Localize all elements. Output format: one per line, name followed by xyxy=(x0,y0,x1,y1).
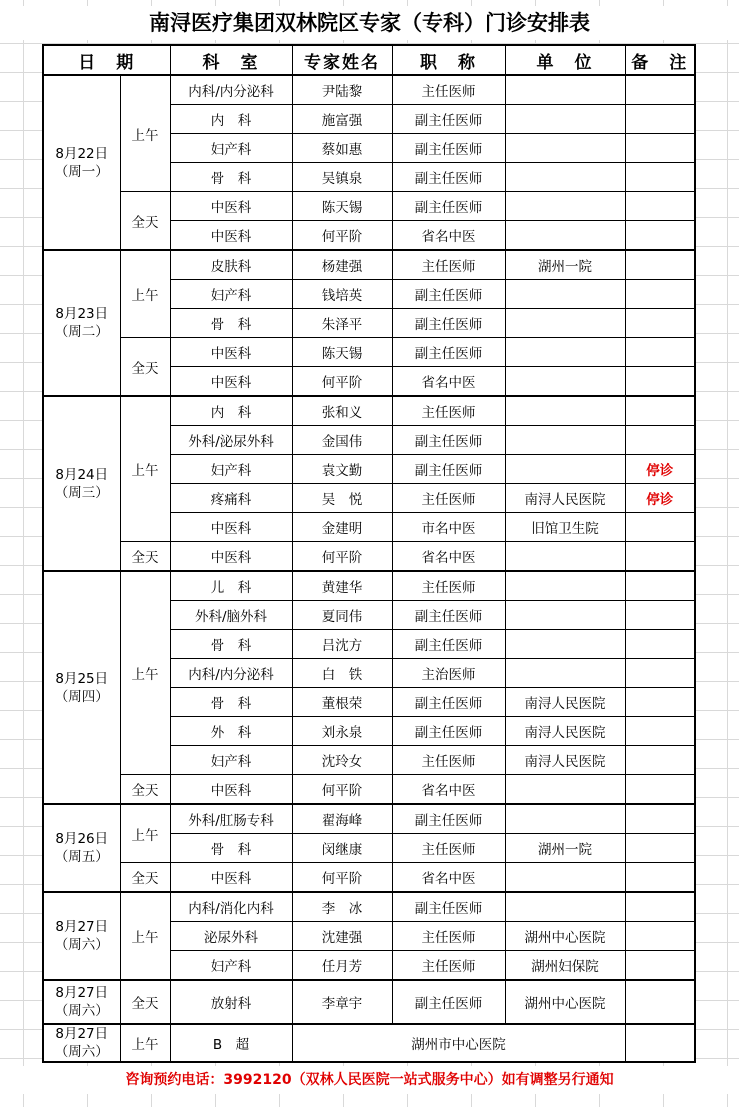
title-cell: 市名中医 xyxy=(392,513,505,542)
note-cell xyxy=(625,513,695,542)
date-cell xyxy=(43,75,120,250)
note-cell xyxy=(625,630,695,659)
expert-name-cell: 杨建强 xyxy=(292,250,392,280)
unit-cell: 南浔人民医院 xyxy=(505,746,625,775)
expert-name-cell: 沈建强 xyxy=(292,922,392,951)
title-cell: 主任医师 xyxy=(392,250,505,280)
period-cell: 全天 xyxy=(120,863,170,893)
note-cell xyxy=(625,75,695,105)
note-cell xyxy=(625,688,695,717)
note-cell xyxy=(625,659,695,688)
department-cell: 中医科 xyxy=(170,221,292,251)
unit-cell xyxy=(505,280,625,309)
unit-cell xyxy=(505,105,625,134)
department-cell: 外科/泌尿外科 xyxy=(170,426,292,455)
unit-cell: 南浔人民医院 xyxy=(505,688,625,717)
title-cell: 副主任医师 xyxy=(392,134,505,163)
table-row xyxy=(43,250,695,280)
unit-cell xyxy=(505,396,625,426)
weekday-text: （周一） xyxy=(54,163,109,180)
department-cell: 内 科 xyxy=(170,105,292,134)
expert-name-cell: 董根荣 xyxy=(292,688,392,717)
contact-footer: 咨询预约电话：3992120（双林人民医院一站式服务中心）如有调整另行通知 xyxy=(0,1066,739,1094)
title-cell: 副主任医师 xyxy=(392,338,505,367)
title-cell: 主任医师 xyxy=(392,571,505,601)
title-cell: 主任医师 xyxy=(392,951,505,981)
title-cell: 主任医师 xyxy=(392,396,505,426)
table-row xyxy=(43,804,695,834)
expert-name-cell: 金建明 xyxy=(292,513,392,542)
note-cell xyxy=(625,892,695,922)
title-cell: 省名中医 xyxy=(392,542,505,572)
note-cell xyxy=(625,105,695,134)
period-cell: 上午 xyxy=(120,250,170,338)
title-cell: 副主任医师 xyxy=(392,601,505,630)
department-cell: 妇产科 xyxy=(170,951,292,981)
date-cell xyxy=(43,396,120,571)
period-cell: 上午 xyxy=(120,571,170,775)
unit-cell xyxy=(505,892,625,922)
department-cell: 骨 科 xyxy=(170,630,292,659)
department-cell: 中医科 xyxy=(170,775,292,805)
department-cell: 中医科 xyxy=(170,542,292,572)
date-text: 8月27日 xyxy=(55,919,109,935)
department-cell: 外科/肛肠专科 xyxy=(170,804,292,834)
unit-cell xyxy=(505,542,625,572)
note-cell xyxy=(625,192,695,221)
note-cell xyxy=(625,804,695,834)
title-cell: 副主任医师 xyxy=(392,163,505,192)
table-row xyxy=(43,980,695,1024)
table-row xyxy=(43,775,695,805)
note-cell xyxy=(625,309,695,338)
expert-name-cell: 钱培英 xyxy=(292,280,392,309)
expert-name-cell: 陈天锡 xyxy=(292,192,392,221)
department-cell: 内科/内分泌科 xyxy=(170,659,292,688)
department-cell: 外科/脑外科 xyxy=(170,601,292,630)
expert-name-cell: 白 铁 xyxy=(292,659,392,688)
title-cell: 主治医师 xyxy=(392,659,505,688)
date-text: 8月24日 xyxy=(55,466,109,483)
expert-name-cell: 吕沈方 xyxy=(292,630,392,659)
title-cell: 主任医师 xyxy=(392,834,505,863)
header-department: 科 室 xyxy=(170,45,292,75)
unit-cell xyxy=(505,426,625,455)
note-cell xyxy=(625,951,695,981)
table-row xyxy=(43,863,695,893)
department-cell: 疼痛科 xyxy=(170,484,292,513)
unit-cell xyxy=(505,192,625,221)
department-cell: 妇产科 xyxy=(170,746,292,775)
unit-cell xyxy=(505,134,625,163)
weekday-text: （周五） xyxy=(54,849,109,865)
table-row xyxy=(43,338,695,367)
period-cell: 全天 xyxy=(120,542,170,572)
unit-cell xyxy=(505,163,625,192)
title-cell: 副主任医师 xyxy=(392,980,505,1024)
title-cell: 副主任医师 xyxy=(392,630,505,659)
header-unit: 单 位 xyxy=(505,45,625,75)
note-cell xyxy=(625,367,695,397)
title-cell: 副主任医师 xyxy=(392,892,505,922)
title-cell: 主任医师 xyxy=(392,75,505,105)
weekday-text: （周二） xyxy=(54,324,109,340)
table-row xyxy=(43,542,695,572)
expert-name-cell: 任月芳 xyxy=(292,951,392,981)
period-cell: 全天 xyxy=(120,775,170,805)
department-cell: B 超 xyxy=(170,1024,292,1062)
weekday-text: （周三） xyxy=(54,484,109,501)
note-cell xyxy=(625,863,695,893)
header-note: 备 注 xyxy=(625,45,695,75)
expert-name-cell: 刘永泉 xyxy=(292,717,392,746)
expert-name-cell: 吴 悦 xyxy=(292,484,392,513)
weekday-text: （周六） xyxy=(54,1003,109,1019)
department-cell: 骨 科 xyxy=(170,688,292,717)
note-cell xyxy=(625,134,695,163)
expert-name-cell: 夏同伟 xyxy=(292,601,392,630)
header-expert-name: 专家姓名 xyxy=(292,45,392,75)
date-cell xyxy=(43,804,120,892)
table-row xyxy=(43,571,695,601)
department-cell: 妇产科 xyxy=(170,134,292,163)
title-cell: 副主任医师 xyxy=(392,280,505,309)
period-cell: 全天 xyxy=(120,338,170,397)
unit-cell xyxy=(505,775,625,805)
title-cell: 副主任医师 xyxy=(392,309,505,338)
period-cell: 全天 xyxy=(120,192,170,251)
expert-name-cell: 吴镇泉 xyxy=(292,163,392,192)
expert-name-cell: 李 冰 xyxy=(292,892,392,922)
date-cell xyxy=(43,1024,120,1062)
expert-name-cell: 蔡如惠 xyxy=(292,134,392,163)
period-cell: 上午 xyxy=(120,804,170,863)
table-row xyxy=(43,1024,695,1062)
unit-cell: 旧馆卫生院 xyxy=(505,513,625,542)
title-cell: 主任医师 xyxy=(392,484,505,513)
expert-name-cell: 黄建华 xyxy=(292,571,392,601)
date-text: 8月27日 xyxy=(55,1026,109,1042)
expert-name-cell: 何平阶 xyxy=(292,775,392,805)
title-cell: 副主任医师 xyxy=(392,804,505,834)
department-cell: 妇产科 xyxy=(170,280,292,309)
expert-name-cell: 翟海峰 xyxy=(292,804,392,834)
note-cell xyxy=(625,834,695,863)
date-text: 8月25日 xyxy=(55,670,109,687)
note-cell xyxy=(625,775,695,805)
note-cell xyxy=(625,746,695,775)
period-cell: 上午 xyxy=(120,892,170,980)
expert-name-cell: 李章宇 xyxy=(292,980,392,1024)
unit-cell: 湖州妇保院 xyxy=(505,951,625,981)
schedule-body xyxy=(43,75,695,1062)
unit-cell xyxy=(505,804,625,834)
title-cell: 副主任医师 xyxy=(392,105,505,134)
title-cell: 省名中医 xyxy=(392,221,505,251)
note-cell xyxy=(625,1024,695,1062)
date-cell xyxy=(43,892,120,980)
unit-cell xyxy=(505,455,625,484)
department-cell: 骨 科 xyxy=(170,163,292,192)
title-cell: 省名中医 xyxy=(392,863,505,893)
note-cell xyxy=(625,601,695,630)
note-cell xyxy=(625,250,695,280)
unit-cell xyxy=(505,309,625,338)
date-text: 8月23日 xyxy=(55,306,109,322)
department-cell: 骨 科 xyxy=(170,309,292,338)
expert-name-cell: 陈天锡 xyxy=(292,338,392,367)
department-cell: 中医科 xyxy=(170,863,292,893)
unit-cell: 南浔人民医院 xyxy=(505,484,625,513)
period-cell: 上午 xyxy=(120,1024,170,1062)
weekday-text: （周六） xyxy=(54,1044,109,1060)
expert-name-cell: 袁文勤 xyxy=(292,455,392,484)
page-title: 南浔医疗集团双林院区专家（专科）门诊安排表 xyxy=(0,6,739,40)
note-cell xyxy=(625,922,695,951)
table-row xyxy=(43,192,695,221)
department-cell: 中医科 xyxy=(170,192,292,221)
department-cell: 皮肤科 xyxy=(170,250,292,280)
expert-name-cell: 闵继康 xyxy=(292,834,392,863)
expert-name-cell: 沈玲女 xyxy=(292,746,392,775)
note-cell xyxy=(625,396,695,426)
unit-cell xyxy=(505,630,625,659)
expert-name-cell: 何平阶 xyxy=(292,367,392,397)
weekday-text: （周六） xyxy=(54,937,109,953)
unit-cell: 湖州一院 xyxy=(505,834,625,863)
unit-cell xyxy=(505,338,625,367)
period-cell: 上午 xyxy=(120,75,170,192)
expert-name-cell: 施富强 xyxy=(292,105,392,134)
department-cell: 外 科 xyxy=(170,717,292,746)
date-cell xyxy=(43,250,120,396)
unit-cell: 湖州中心医院 xyxy=(505,980,625,1024)
header-date: 日 期 xyxy=(43,45,170,75)
department-cell: 儿 科 xyxy=(170,571,292,601)
note-cell: 停诊 xyxy=(625,455,695,484)
department-cell: 中医科 xyxy=(170,513,292,542)
note-cell xyxy=(625,221,695,251)
unit-cell xyxy=(505,571,625,601)
title-cell: 副主任医师 xyxy=(392,192,505,221)
unit-cell: 湖州一院 xyxy=(505,250,625,280)
date-cell xyxy=(43,980,120,1024)
expert-name-cell: 何平阶 xyxy=(292,542,392,572)
weekday-text: （周四） xyxy=(54,688,109,705)
department-cell: 内科/内分泌科 xyxy=(170,75,292,105)
period-cell: 全天 xyxy=(120,980,170,1024)
schedule-table xyxy=(42,44,696,1063)
expert-name-cell: 金国伟 xyxy=(292,426,392,455)
expert-name-cell: 张和义 xyxy=(292,396,392,426)
note-cell xyxy=(625,280,695,309)
department-cell: 中医科 xyxy=(170,338,292,367)
department-cell: 泌尿外科 xyxy=(170,922,292,951)
expert-name-cell: 何平阶 xyxy=(292,863,392,893)
department-cell: 内科/消化内科 xyxy=(170,892,292,922)
date-cell xyxy=(43,571,120,804)
title-cell: 副主任医师 xyxy=(392,426,505,455)
date-text: 8月22日 xyxy=(55,145,109,162)
unit-cell xyxy=(505,659,625,688)
unit-cell xyxy=(505,367,625,397)
title-cell: 副主任医师 xyxy=(392,717,505,746)
note-cell xyxy=(625,717,695,746)
unit-cell xyxy=(505,221,625,251)
unit-cell xyxy=(505,863,625,893)
unit-cell: 湖州中心医院 xyxy=(505,922,625,951)
title-cell: 省名中医 xyxy=(392,367,505,397)
expert-name-cell: 尹陆黎 xyxy=(292,75,392,105)
unit-cell: 南浔人民医院 xyxy=(505,717,625,746)
header-title: 职 称 xyxy=(392,45,505,75)
table-row xyxy=(43,396,695,426)
date-text: 8月26日 xyxy=(55,831,109,847)
unit-cell xyxy=(505,75,625,105)
department-cell: 放射科 xyxy=(170,980,292,1024)
title-cell: 省名中医 xyxy=(392,775,505,805)
title-cell: 副主任医师 xyxy=(392,688,505,717)
table-row xyxy=(43,892,695,922)
expert-name-cell: 何平阶 xyxy=(292,221,392,251)
unit-cell xyxy=(505,601,625,630)
title-cell: 主任医师 xyxy=(392,922,505,951)
title-cell: 副主任医师 xyxy=(392,455,505,484)
note-cell xyxy=(625,980,695,1024)
note-cell xyxy=(625,163,695,192)
table-row xyxy=(43,75,695,105)
period-cell: 上午 xyxy=(120,396,170,542)
department-cell: 中医科 xyxy=(170,367,292,397)
note-cell xyxy=(625,542,695,572)
date-text: 8月27日 xyxy=(55,985,109,1001)
expert-name-cell: 朱泽平 xyxy=(292,309,392,338)
note-cell xyxy=(625,338,695,367)
department-cell: 骨 科 xyxy=(170,834,292,863)
title-cell: 主任医师 xyxy=(392,746,505,775)
department-cell: 内 科 xyxy=(170,396,292,426)
merged-unit-cell: 湖州市中心医院 xyxy=(292,1024,625,1062)
note-cell xyxy=(625,426,695,455)
department-cell: 妇产科 xyxy=(170,455,292,484)
note-cell: 停诊 xyxy=(625,484,695,513)
note-cell xyxy=(625,571,695,601)
